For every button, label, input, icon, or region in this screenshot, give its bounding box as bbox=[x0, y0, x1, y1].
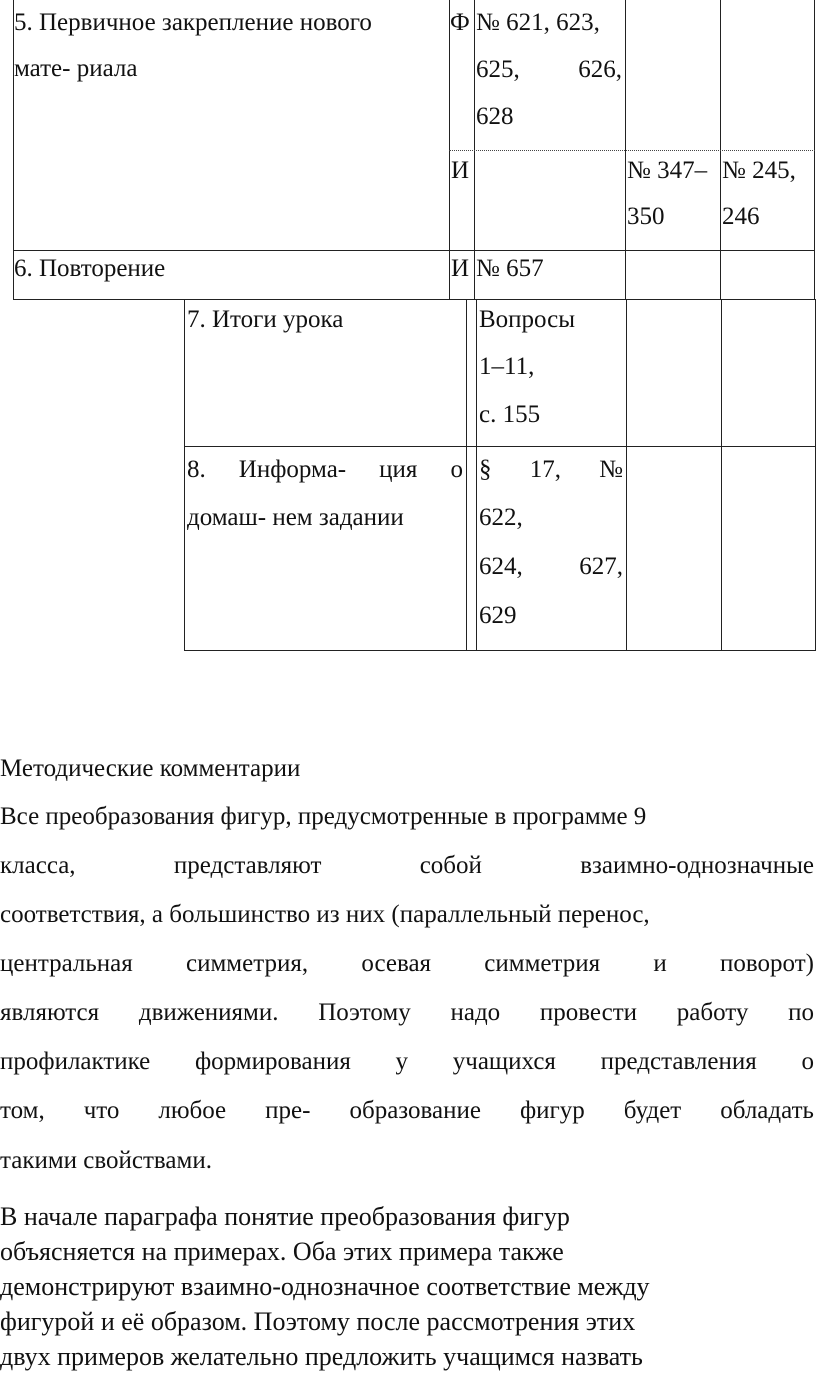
cell-tasks-line: 622, bbox=[479, 504, 523, 531]
text-line: демонстрируют взаимно-однозначное соответствие между bbox=[0, 1272, 650, 1301]
text-line: двух примеров желательно предложить учащимся назвать bbox=[0, 1342, 643, 1371]
text-line: профилактике формирования у учащихся представления о bbox=[0, 1048, 814, 1075]
text-line: соответствия, а большинство из них (параллельный перенос, bbox=[0, 901, 650, 928]
text-line: являются движениями. Поэтому надо провести работу по bbox=[0, 999, 814, 1026]
cell-tasks-line: № 621, 623, bbox=[476, 9, 600, 36]
cell-stage-line: 5. Первичное закрепление нового bbox=[14, 9, 372, 36]
cell-tasks-line: § 17, № bbox=[479, 456, 623, 483]
text-line: такими свойствами. bbox=[0, 1147, 212, 1174]
cell-tasks: № 657 bbox=[476, 255, 544, 282]
cell-task-individual: № 245, bbox=[722, 157, 796, 184]
cell-form: И bbox=[451, 157, 470, 184]
text-line: фигурой и её образом. Поэтому после рассмотрения этих bbox=[0, 1307, 636, 1336]
cell-stage-line: мате- риала bbox=[14, 55, 138, 82]
cell-tasks-line: Вопросы bbox=[479, 306, 576, 333]
cell-stage: 6. Повторение bbox=[14, 255, 166, 282]
text-line: центральная симметрия, осевая симметрия и поворот) bbox=[0, 950, 814, 977]
text-line: класса, представляют собой взаимно-однозначные bbox=[0, 852, 814, 879]
text-line: В начале параграфа понятие преобразования фигур bbox=[0, 1202, 570, 1231]
cell-stage: 7. Итоги урока bbox=[187, 306, 344, 333]
cell-form: И bbox=[451, 255, 470, 282]
cell-tasks-line: 629 bbox=[479, 602, 517, 629]
cell-task-group: № 347– bbox=[627, 157, 708, 184]
cell-stage-line: домаш- нем задании bbox=[187, 504, 404, 531]
cell-stage-line: 8. Информа- ция о bbox=[187, 456, 463, 483]
cell-form: Ф bbox=[450, 9, 470, 36]
cell-tasks-line: 624, 627, bbox=[479, 553, 623, 580]
text-line: том, что любое пре- образование фигур будет обладать bbox=[0, 1097, 814, 1124]
text-line: объясняется на примерах. Оба этих примера также bbox=[0, 1237, 564, 1266]
cell-tasks-line: 628 bbox=[476, 103, 514, 130]
cell-tasks-line: 1–11, bbox=[479, 353, 535, 380]
cell-tasks-line: с. 155 bbox=[479, 401, 541, 428]
cell-task-group: 350 bbox=[627, 203, 665, 230]
section-heading: Методические комментарии bbox=[0, 755, 301, 782]
text-line: Все преобразования фигур, предусмотренные в программе 9 bbox=[0, 803, 647, 830]
cell-task-individual: 246 bbox=[722, 203, 760, 230]
cell-tasks-line: 625, 626, bbox=[476, 56, 622, 83]
